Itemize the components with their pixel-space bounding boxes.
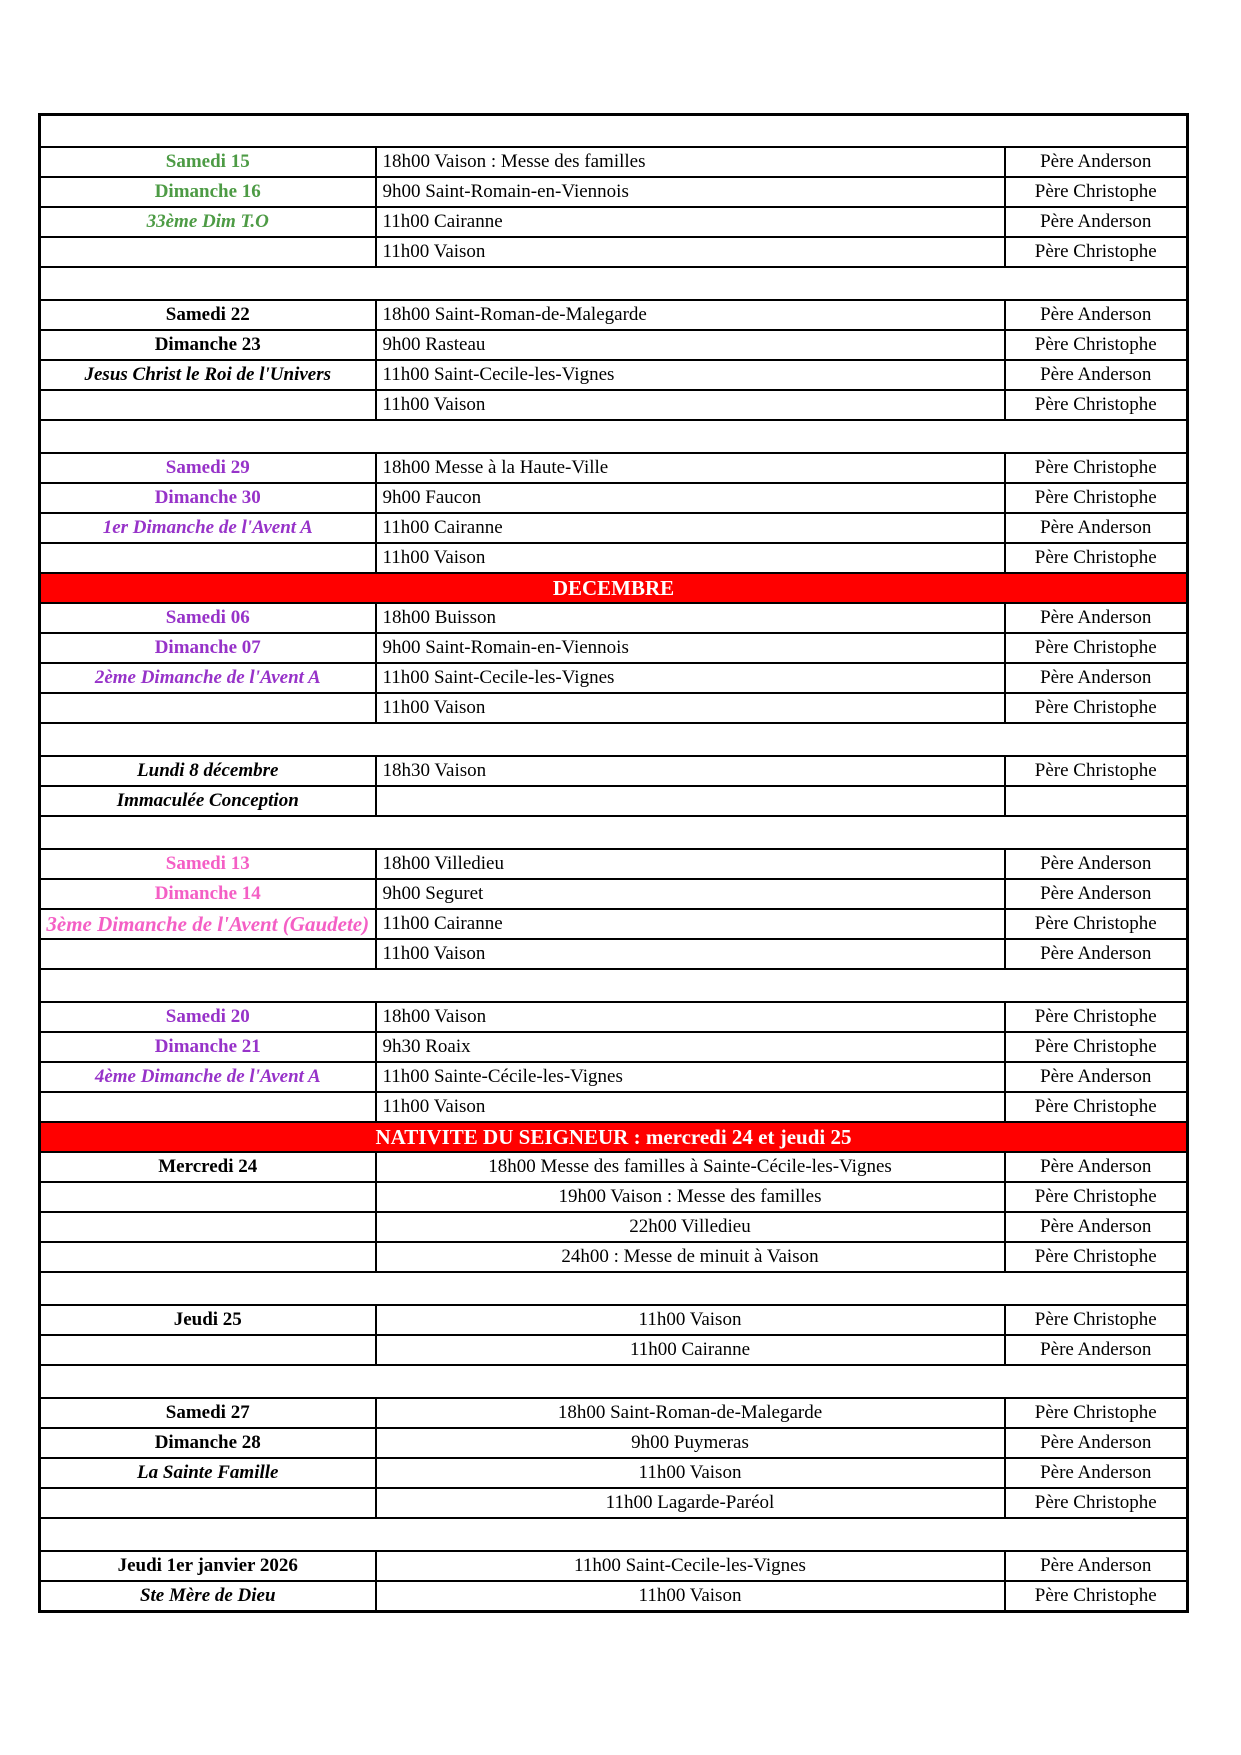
priest-cell: Père Anderson [1005, 603, 1188, 633]
event-cell: 18h00 Villedieu [376, 849, 1005, 879]
schedule-row [40, 786, 1188, 816]
priest-cell: Père Christophe [1005, 1092, 1188, 1122]
event-cell: 11h00 Cairanne [376, 1335, 1005, 1365]
event-cell: 18h00 Saint-Roman-de-Malegarde [376, 1398, 1005, 1428]
separator-cell [40, 1272, 1188, 1305]
event-cell: 11h00 Cairanne [376, 513, 1005, 543]
date-cell: Samedi 27 [40, 1398, 376, 1428]
event-cell: 9h00 Seguret [376, 879, 1005, 909]
schedule-row [40, 1551, 1188, 1581]
schedule-row [40, 1335, 1188, 1365]
schedule-row [40, 1242, 1188, 1272]
event-cell: 18h00 Saint-Roman-de-Malegarde [376, 300, 1005, 330]
priest-cell: Père Christophe [1005, 330, 1188, 360]
schedule-row [40, 909, 1188, 939]
event-cell: 18h00 Buisson [376, 603, 1005, 633]
schedule-row [40, 1212, 1188, 1242]
priest-cell: Père Anderson [1005, 1551, 1188, 1581]
priest-cell: Père Christophe [1005, 1581, 1188, 1612]
separator-row [40, 267, 1188, 300]
schedule-row [40, 939, 1188, 969]
priest-cell: Père Christophe [1005, 756, 1188, 786]
date-cell [40, 1335, 376, 1365]
date-cell [40, 390, 376, 420]
priest-cell: Père Christophe [1005, 1305, 1188, 1335]
separator-row [40, 969, 1188, 1002]
schedule-row [40, 300, 1188, 330]
separator-cell [40, 267, 1188, 300]
schedule-row [40, 1152, 1188, 1182]
date-cell: Samedi 29 [40, 453, 376, 483]
priest-cell: Père Christophe [1005, 1398, 1188, 1428]
separator-cell [40, 723, 1188, 756]
schedule-row [40, 543, 1188, 573]
date-cell: Samedi 22 [40, 300, 376, 330]
schedule-row [40, 1002, 1188, 1032]
schedule-row [40, 1182, 1188, 1212]
date-cell [40, 543, 376, 573]
priest-cell: Père Anderson [1005, 360, 1188, 390]
date-cell [40, 1212, 376, 1242]
event-cell: 11h00 Cairanne [376, 207, 1005, 237]
nativity-header: NATIVITE DU SEIGNEUR : mercredi 24 et jeudi 25 [40, 1122, 1188, 1152]
event-cell: 9h00 Saint-Romain-en-Viennois [376, 633, 1005, 663]
schedule-row [40, 1032, 1188, 1062]
event-cell: 11h00 Vaison [376, 543, 1005, 573]
date-cell: Jesus Christ le Roi de l'Univers [40, 360, 376, 390]
date-cell: Samedi 13 [40, 849, 376, 879]
event-cell: 18h00 Messe des familles à Sainte-Cécile-les-Vignes [376, 1152, 1005, 1182]
event-cell: 9h30 Roaix [376, 1032, 1005, 1062]
date-cell [40, 1242, 376, 1272]
event-cell: 11h00 Cairanne [376, 909, 1005, 939]
schedule-row [40, 849, 1188, 879]
event-cell: 9h00 Faucon [376, 483, 1005, 513]
priest-cell: Père Anderson [1005, 879, 1188, 909]
separator-cell [40, 1518, 1188, 1551]
separator-cell [40, 1365, 1188, 1398]
event-cell: 11h00 Sainte-Cécile-les-Vignes [376, 1062, 1005, 1092]
priest-cell: Père Anderson [1005, 663, 1188, 693]
date-cell: Jeudi 1er janvier 2026 [40, 1551, 376, 1581]
date-cell [40, 939, 376, 969]
priest-cell: Père Christophe [1005, 1002, 1188, 1032]
date-cell [40, 1182, 376, 1212]
event-cell: 9h00 Saint-Romain-en-Viennois [376, 177, 1005, 207]
date-cell: Dimanche 14 [40, 879, 376, 909]
separator-row [40, 1518, 1188, 1551]
separator-row [40, 723, 1188, 756]
priest-cell: Père Christophe [1005, 237, 1188, 267]
date-cell: Immaculée Conception [40, 786, 376, 816]
date-cell: 33ème Dim T.O [40, 207, 376, 237]
date-cell: Mercredi 24 [40, 1152, 376, 1182]
separator-cell [40, 115, 1188, 148]
event-cell: 11h00 Lagarde-Paréol [376, 1488, 1005, 1518]
priest-cell: Père Christophe [1005, 543, 1188, 573]
date-cell [40, 1488, 376, 1518]
date-cell: 3ème Dimanche de l'Avent (Gaudete) [40, 909, 376, 939]
priest-cell: Père Anderson [1005, 1152, 1188, 1182]
event-cell: 11h00 Saint-Cecile-les-Vignes [376, 1551, 1005, 1581]
date-cell: Jeudi 25 [40, 1305, 376, 1335]
priest-cell: Père Anderson [1005, 513, 1188, 543]
priest-cell: Père Christophe [1005, 453, 1188, 483]
date-cell: Dimanche 23 [40, 330, 376, 360]
separator-cell [40, 816, 1188, 849]
date-cell: 1er Dimanche de l'Avent A [40, 513, 376, 543]
event-cell: 22h00 Villedieu [376, 1212, 1005, 1242]
separator-row [40, 1365, 1188, 1398]
event-cell: 18h00 Vaison [376, 1002, 1005, 1032]
date-cell [40, 1092, 376, 1122]
priest-cell: Père Anderson [1005, 207, 1188, 237]
event-cell: 11h00 Vaison [376, 1305, 1005, 1335]
event-cell: 9h00 Rasteau [376, 330, 1005, 360]
priest-cell: Père Anderson [1005, 849, 1188, 879]
schedule-row [40, 756, 1188, 786]
date-cell: Dimanche 28 [40, 1428, 376, 1458]
event-cell: 11h00 Vaison [376, 1092, 1005, 1122]
event-cell: 9h00 Puymeras [376, 1428, 1005, 1458]
schedule-row [40, 483, 1188, 513]
date-cell: Samedi 06 [40, 603, 376, 633]
priest-cell: Père Christophe [1005, 909, 1188, 939]
priest-cell: Père Christophe [1005, 1242, 1188, 1272]
priest-cell: Père Christophe [1005, 483, 1188, 513]
separator-row [40, 1272, 1188, 1305]
date-cell: La Sainte Famille [40, 1458, 376, 1488]
schedule-row [40, 513, 1188, 543]
schedule-row [40, 1488, 1188, 1518]
priest-cell: Père Anderson [1005, 939, 1188, 969]
date-cell: 2ème Dimanche de l'Avent A [40, 663, 376, 693]
mass-schedule-table [38, 113, 1189, 1613]
event-cell: 19h00 Vaison : Messe des familles [376, 1182, 1005, 1212]
priest-cell: Père Christophe [1005, 177, 1188, 207]
schedule-row [40, 360, 1188, 390]
month-header-decembre: DECEMBRE [40, 573, 1188, 603]
schedule-row [40, 663, 1188, 693]
schedule-row [40, 237, 1188, 267]
top-spacer-row [40, 115, 1188, 148]
schedule-row [40, 1458, 1188, 1488]
event-cell: 18h30 Vaison [376, 756, 1005, 786]
priest-cell: Père Christophe [1005, 1182, 1188, 1212]
date-cell: 4ème Dimanche de l'Avent A [40, 1062, 376, 1092]
schedule-row [40, 1305, 1188, 1335]
event-cell: 18h00 Vaison : Messe des familles [376, 147, 1005, 177]
priest-cell: Père Christophe [1005, 390, 1188, 420]
priest-cell: Père Anderson [1005, 1212, 1188, 1242]
event-cell: 11h00 Saint-Cecile-les-Vignes [376, 663, 1005, 693]
priest-cell: Père Anderson [1005, 147, 1188, 177]
schedule-body [40, 115, 1188, 1612]
date-cell [40, 693, 376, 723]
event-cell: 11h00 Saint-Cecile-les-Vignes [376, 360, 1005, 390]
date-cell: Dimanche 30 [40, 483, 376, 513]
schedule-row [40, 453, 1188, 483]
schedule-row [40, 1581, 1188, 1612]
date-cell: Dimanche 16 [40, 177, 376, 207]
month-header-decembre-row [40, 573, 1188, 603]
separator-cell [40, 420, 1188, 453]
schedule-row [40, 177, 1188, 207]
date-cell: Samedi 15 [40, 147, 376, 177]
priest-cell: Père Anderson [1005, 1335, 1188, 1365]
schedule-row [40, 879, 1188, 909]
event-cell: 24h00 : Messe de minuit à Vaison [376, 1242, 1005, 1272]
priest-cell: Père Christophe [1005, 633, 1188, 663]
date-cell [40, 237, 376, 267]
schedule-row [40, 1428, 1188, 1458]
schedule-row [40, 693, 1188, 723]
priest-cell: Père Christophe [1005, 693, 1188, 723]
schedule-row [40, 603, 1188, 633]
date-cell: Dimanche 07 [40, 633, 376, 663]
nativity-header-row [40, 1122, 1188, 1152]
priest-cell: Père Anderson [1005, 1428, 1188, 1458]
schedule-row [40, 1398, 1188, 1428]
event-cell [376, 786, 1005, 816]
priest-cell: Père Christophe [1005, 1488, 1188, 1518]
priest-cell: Père Anderson [1005, 1062, 1188, 1092]
event-cell: 11h00 Vaison [376, 1581, 1005, 1612]
priest-cell: Père Christophe [1005, 1032, 1188, 1062]
priest-cell: Père Anderson [1005, 300, 1188, 330]
event-cell: 11h00 Vaison [376, 693, 1005, 723]
separator-row [40, 420, 1188, 453]
event-cell: 11h00 Vaison [376, 939, 1005, 969]
separator-cell [40, 969, 1188, 1002]
schedule-row [40, 147, 1188, 177]
date-cell: Dimanche 21 [40, 1032, 376, 1062]
priest-cell [1005, 786, 1188, 816]
priest-cell: Père Anderson [1005, 1458, 1188, 1488]
schedule-row [40, 207, 1188, 237]
schedule-row [40, 633, 1188, 663]
event-cell: 18h00 Messe à la Haute-Ville [376, 453, 1005, 483]
event-cell: 11h00 Vaison [376, 390, 1005, 420]
date-cell: Samedi 20 [40, 1002, 376, 1032]
date-cell: Lundi 8 décembre [40, 756, 376, 786]
schedule-row [40, 390, 1188, 420]
event-cell: 11h00 Vaison [376, 237, 1005, 267]
schedule-row [40, 330, 1188, 360]
separator-row [40, 816, 1188, 849]
date-cell: Ste Mère de Dieu [40, 1581, 376, 1612]
schedule-row [40, 1092, 1188, 1122]
event-cell: 11h00 Vaison [376, 1458, 1005, 1488]
schedule-row [40, 1062, 1188, 1092]
